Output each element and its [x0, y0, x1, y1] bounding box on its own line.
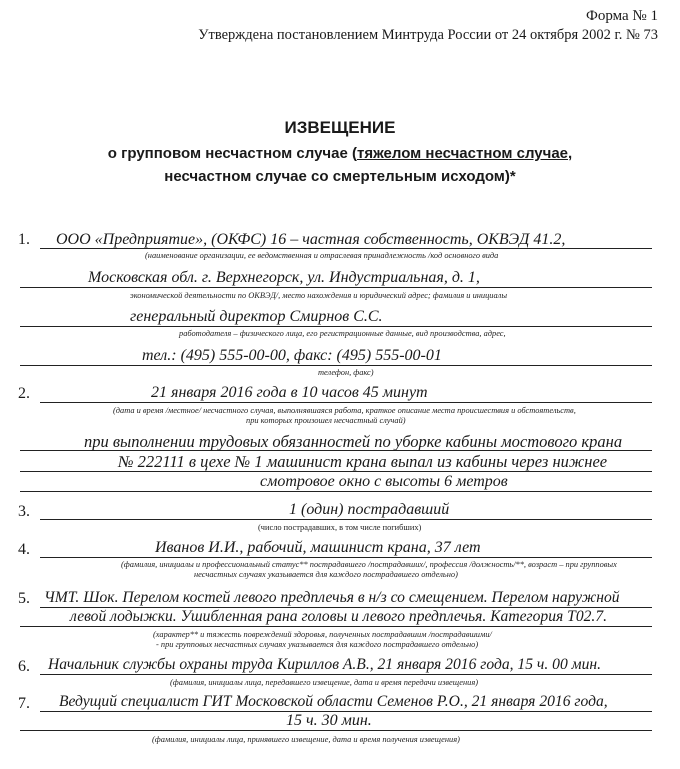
item-2-line-1: 21 января 2016 года в 10 часов 45 минут: [151, 384, 428, 401]
fill-line: [40, 519, 652, 520]
fill-line: [20, 471, 652, 472]
document-title: ИЗВЕЩЕНИЕ: [284, 118, 396, 137]
item-1-note-2: экономической деятельности по ОКВЭД/, место нахождения и юридический адрес; фамилия и инициалы: [130, 291, 507, 300]
fill-line: [20, 365, 652, 366]
item-1-note-1: (наименование организации, ее ведомственная и отраслевая принадлежность /код основного вида: [145, 251, 499, 260]
item-number-3: 3.: [18, 503, 30, 520]
title-line-3: несчастном случае со смертельным исходом)*: [164, 168, 516, 185]
item-5-line-2: левой лодыжки. Ушибленная рана головы и левого предплечья. Категория Т02.7.: [70, 608, 608, 625]
item-1-line-3: генеральный директор Смирнов С.С.: [130, 308, 383, 325]
item-1-note-4: телефон, факс): [318, 368, 374, 377]
item-number-1: 1.: [18, 231, 30, 248]
item-2-line-3: № 222111 в цехе № 1 машинист крана выпал из кабины через нижнее: [118, 452, 608, 471]
fill-line: [40, 674, 652, 675]
item-number-7: 7.: [18, 695, 30, 712]
item-3-line-1: 1 (один) пострадавший: [289, 501, 450, 518]
item-5-note-2: - при групповых несчастных случаях указывается для каждого пострадавшего отдельно): [156, 640, 479, 649]
title-line-2-prefix: о групповом несчастном случае (: [107, 145, 357, 162]
fill-line: [20, 491, 652, 492]
form-number: Форма № 1: [586, 8, 658, 24]
item-6-note-1: (фамилия, инициалы лица, передавшего извещение, дата и время передачи извещения): [170, 678, 479, 687]
fill-line: [40, 557, 652, 558]
approval-line: Утверждена постановлением Минтруда России от 24 октября 2002 г. № 73: [198, 27, 658, 43]
item-3-note-1: (число пострадавших, в том числе погибших): [258, 523, 422, 532]
fill-line: [20, 326, 652, 327]
fill-line: [40, 402, 652, 403]
item-7-note-1: (фамилия, инициалы лица, принявшего извещение, дата и время получения извещения): [152, 735, 460, 744]
item-7-line-2: 15 ч. 30 мин.: [286, 712, 372, 729]
item-5-line-1: ЧМТ. Шок. Перелом костей левого предплечья в н/з со смещением. Перелом наружной: [44, 589, 620, 606]
item-2-note-1: (дата и время /местное/ несчастного случая, выполнявшаяся работа, краткое описание места происшествия и обстоятельств,: [113, 406, 576, 415]
item-number-4: 4.: [18, 541, 30, 558]
item-2-note-2: при которых произошел несчастный случай): [246, 416, 406, 425]
item-4-line-1: Иванов И.И., рабочий, машинист крана, 37 лет: [155, 539, 481, 556]
item-4-note-2: несчастных случаях указывается для каждого пострадавшего отдельно): [194, 570, 458, 579]
item-1-line-2: Московская обл. г. Верхнегорск, ул. Индустриальная, д. 1,: [88, 269, 480, 286]
item-4-note-1: (фамилия, инициалы и профессиональный статус** пострадавшего /пострадавших/, профессия /должность/**, возраст – при групповых: [121, 560, 617, 569]
item-number-5: 5.: [18, 590, 30, 607]
item-number-2: 2.: [18, 385, 30, 402]
item-6-line-1: Начальник службы охраны труда Кириллов А.В., 21 января 2016 года, 15 ч. 00 мин.: [48, 656, 602, 673]
item-2-line-4: смотровое окно с высоты 6 метров: [260, 473, 508, 490]
item-1-line-1: ООО «Предприятие», (ОКФС) 16 – частная собственность, ОКВЭД 41.2,: [56, 231, 566, 248]
item-number-6: 6.: [18, 658, 30, 675]
title-line-2: [0, 145, 680, 162]
item-2-line-2: при выполнении трудовых обязанностей по уборке кабины мостового крана: [84, 432, 623, 451]
fill-line: [20, 287, 652, 288]
item-1-note-3: работодателя – физического лица, его регистрационные данные, вид производства, адрес,: [179, 329, 506, 338]
title-line-2-underlined: тяжелом несчастном случае: [356, 145, 569, 162]
fill-line: [20, 626, 652, 627]
item-7-line-1: Ведущий специалист ГИТ Московской области Семенов Р.О., 21 января 2016 года,: [59, 693, 608, 710]
fill-line: [20, 730, 652, 731]
item-1-line-4: тел.: (495) 555-00-00, факс: (495) 555-00-01: [142, 347, 442, 364]
title-line-2-suffix: ,: [568, 145, 573, 162]
item-5-note-1: (характер** и тяжесть повреждений здоровья, полученных пострадавшим /пострадавшими/: [153, 630, 492, 639]
